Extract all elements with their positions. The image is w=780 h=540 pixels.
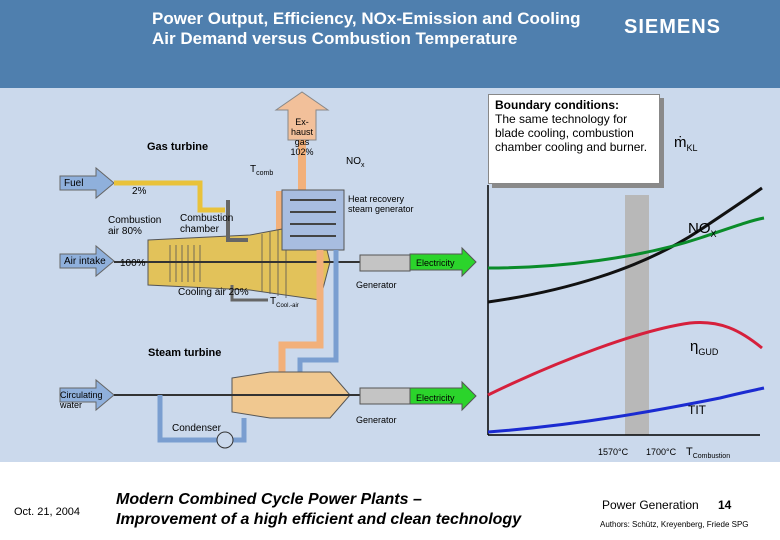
- page-title: Power Output, Efficiency, NOx-Emission and Cooling Air Demand versus Combustion Temperature: [152, 9, 581, 48]
- generator-label-2: Generator: [356, 415, 397, 425]
- electricity-label-1: Electricity: [416, 258, 455, 268]
- heat-recovery-label: Heat recovery steam generator: [348, 194, 414, 214]
- electricity-label-2: Electricity: [416, 393, 455, 403]
- footer-title: Modern Combined Cycle Power Plants – Improvement of a high efficient and clean technology: [116, 491, 522, 528]
- steam-turbine-label: Steam turbine: [148, 347, 222, 359]
- series-mdot-label: ṁ$_{KL}$: [674, 134, 698, 153]
- air-intake-label: Air intake: [64, 256, 106, 267]
- generator-1: [360, 255, 410, 271]
- exhaust-label: Ex- haust gas 102%: [290, 117, 314, 157]
- gas-turbine-label: Gas turbine: [147, 141, 209, 153]
- two-percent-label: 2%: [132, 186, 147, 197]
- combustion-chamber-label: Combustion chamber: [180, 213, 234, 235]
- fuel-label: Fuel: [64, 178, 84, 189]
- t-cool-label: $T_{Cool.-air}$: [270, 296, 299, 309]
- tit-range-band: [625, 195, 649, 435]
- combustion-air-label: Combustion air 80%: [108, 215, 162, 237]
- page-number: 14: [718, 498, 732, 512]
- x-axis-label: $T_{Combustion}$: [686, 446, 731, 461]
- fuel-line: [114, 183, 225, 210]
- boundary-conditions-box: [488, 94, 660, 184]
- condenser-label: Condenser: [172, 423, 221, 434]
- footer-section: Power Generation: [602, 498, 699, 512]
- series-nox-label: $NO_X$: [688, 220, 717, 239]
- boundary-heading: Boundary conditions:: [495, 98, 619, 112]
- siemens-logo: SIEMENS: [624, 16, 722, 38]
- footer-date: Oct. 21, 2004: [14, 506, 81, 518]
- circulating-water-label: Circulating water: [60, 390, 103, 410]
- boundary-text: The same technology for blade cooling, combustion chamber cooling and burner.: [495, 112, 648, 154]
- series-eta-label: $\eta_{GUD}$: [690, 338, 719, 357]
- generator-2: [360, 388, 410, 404]
- generator-label-1: Generator: [356, 280, 397, 290]
- pump-icon: [217, 432, 233, 448]
- x-tick-1570: 1570°C: [598, 447, 629, 457]
- series-tit-label: TIT: [688, 403, 706, 417]
- t-comb-label: $T_{comb}$: [250, 164, 274, 177]
- temperature-chart: [478, 185, 778, 445]
- cooling-air-label: Cooling air 20%: [178, 287, 249, 298]
- footer-authors: Authors: Schütz, Kreyenberg, Friede SPG: [600, 520, 749, 529]
- nox-label: $NO_x$: [346, 156, 365, 169]
- hundred-percent-label: 100%: [120, 258, 146, 269]
- x-tick-1700: 1700°C: [646, 447, 677, 457]
